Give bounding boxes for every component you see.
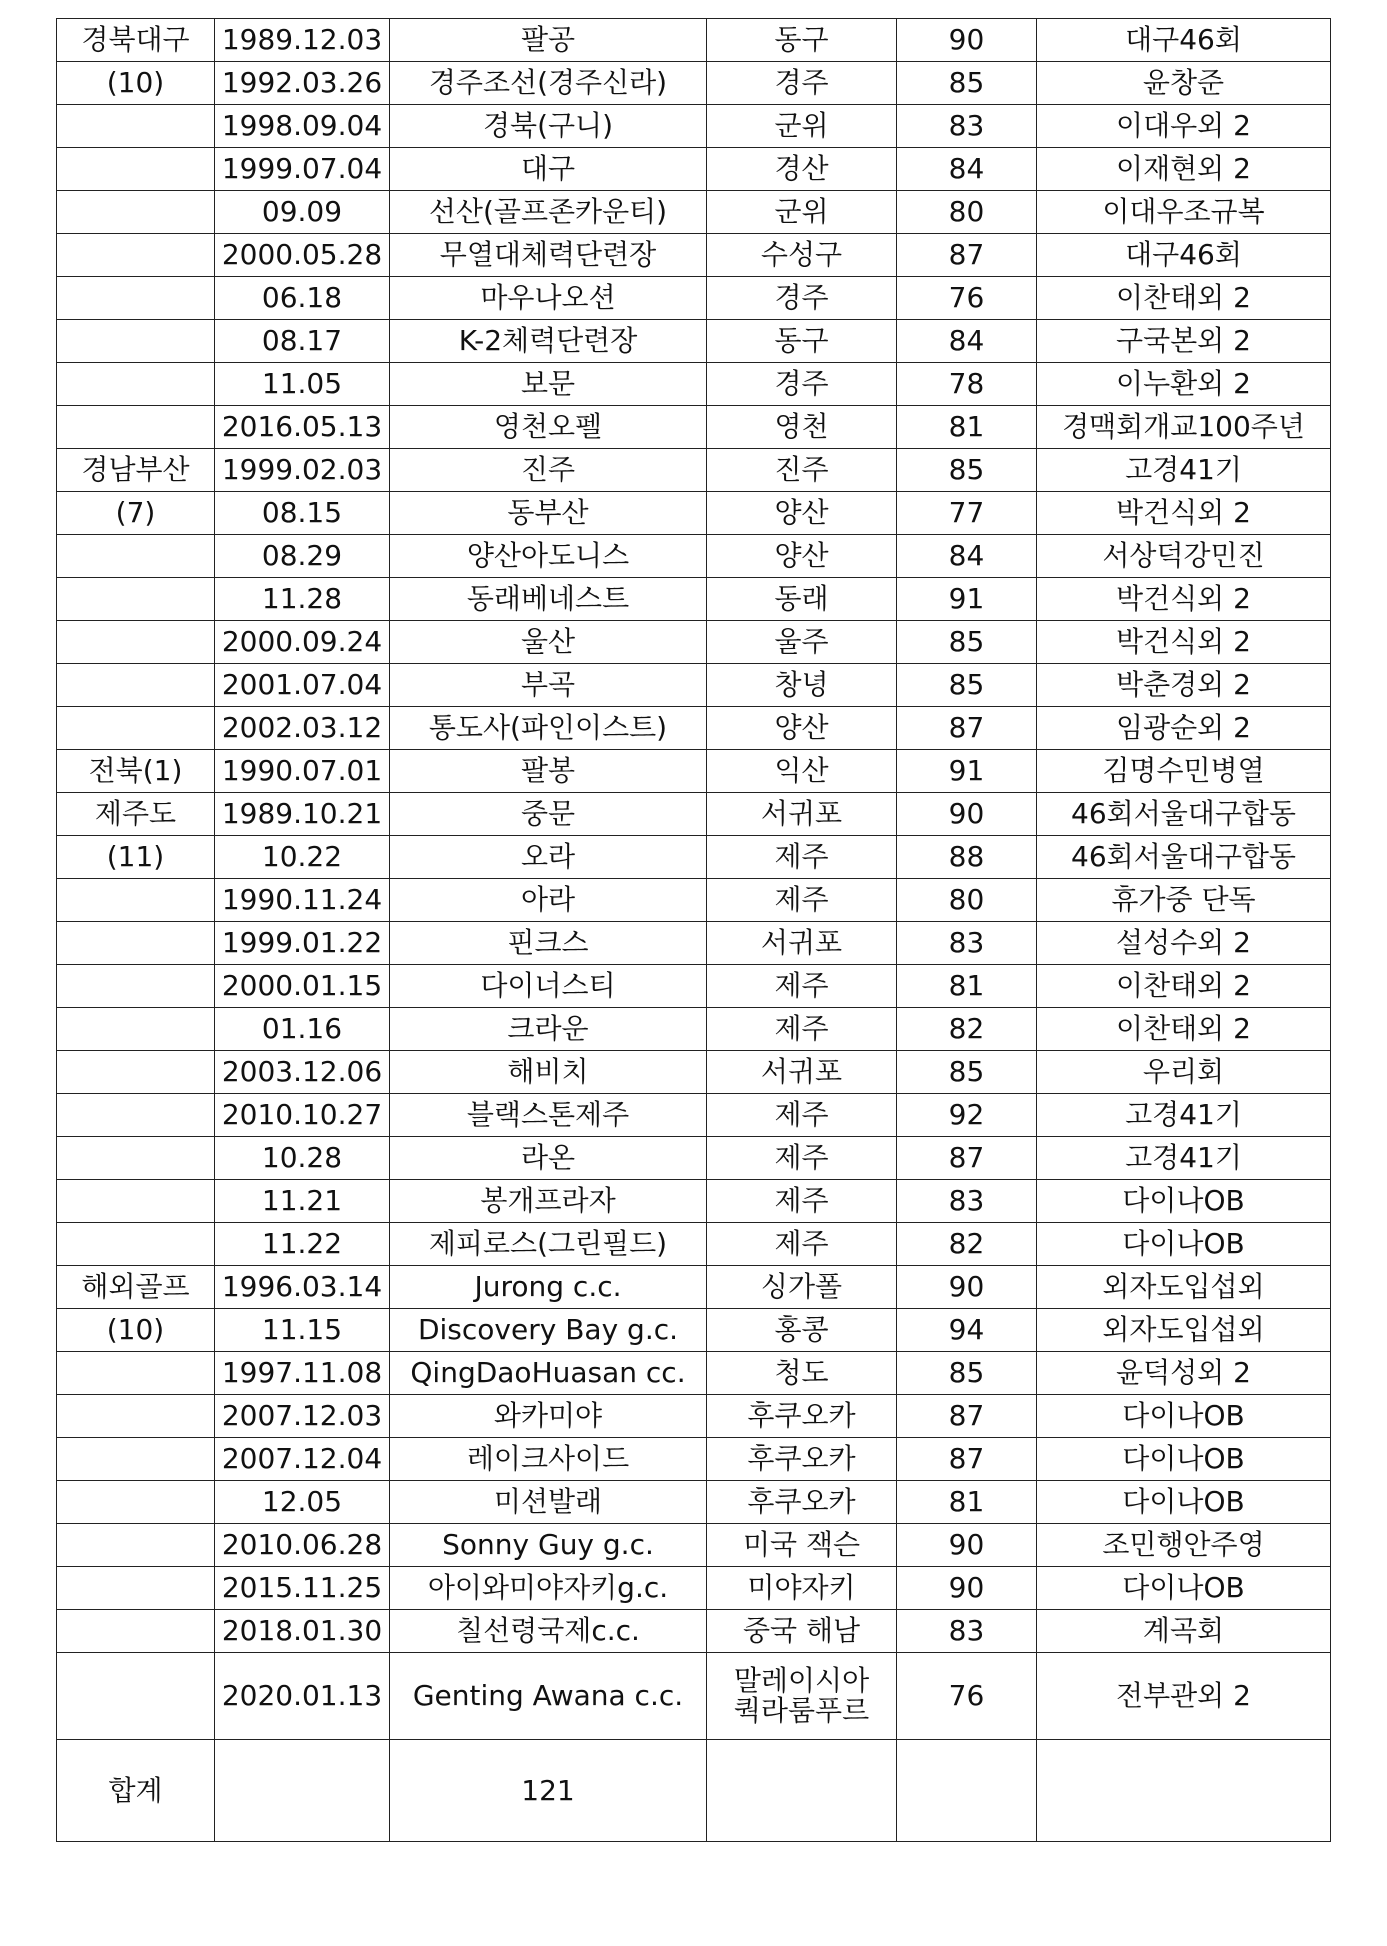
table-row [57,1352,1331,1395]
note-cell: 46회서울대구합동 [1037,836,1331,879]
table-row [57,191,1331,234]
region-cell: 제주도 [57,793,215,836]
score-cell: 88 [897,836,1037,879]
note-cell: 46회서울대구합동 [1037,793,1331,836]
course-cell: 무열대체력단련장 [390,234,707,277]
location-cell: 서귀포 [707,793,897,836]
score-cell: 85 [897,664,1037,707]
region-cell [57,1008,215,1051]
course-cell: 중문 [390,793,707,836]
note-cell: 계곡회 [1037,1610,1331,1653]
table-row [57,1438,1331,1481]
note-cell: 고경41기 [1037,449,1331,492]
location-line-1: 말레이시아 [733,1664,870,1697]
location-cell: 홍콩 [707,1309,897,1352]
table-row [57,62,1331,105]
location-cell: 제주 [707,1180,897,1223]
date-cell: 2020.01.13 [215,1653,390,1740]
score-cell: 84 [897,320,1037,363]
score-cell: 80 [897,879,1037,922]
table-row [57,492,1331,535]
location-cell: 미국 잭슨 [707,1524,897,1567]
course-cell: 크라운 [390,1008,707,1051]
location-cell: 경주 [707,62,897,105]
score-cell: 81 [897,406,1037,449]
region-cell [57,1223,215,1266]
total-count: 121 [390,1740,707,1842]
location-cell: 제주 [707,1223,897,1266]
course-cell: 팔봉 [390,750,707,793]
location-cell [707,1653,897,1740]
location-cell: 양산 [707,535,897,578]
empty-cell [215,1740,390,1842]
date-cell: 06.18 [215,277,390,320]
date-cell: 11.22 [215,1223,390,1266]
note-cell: 외자도입섭외 [1037,1309,1331,1352]
note-cell: 휴가중 단독 [1037,879,1331,922]
note-cell: 고경41기 [1037,1137,1331,1180]
course-cell: QingDaoHuasan cc. [390,1352,707,1395]
region-cell [57,1524,215,1567]
date-cell: 09.09 [215,191,390,234]
course-cell: 대구 [390,148,707,191]
location-cell: 제주 [707,1137,897,1180]
location-cell: 경주 [707,363,897,406]
score-cell: 83 [897,922,1037,965]
score-cell: 87 [897,707,1037,750]
region-cell [57,965,215,1008]
note-cell: 이찬태외 2 [1037,1008,1331,1051]
region-cell [57,535,215,578]
table-row [57,1524,1331,1567]
course-cell: 울산 [390,621,707,664]
score-cell: 87 [897,1395,1037,1438]
date-cell: 2010.10.27 [215,1094,390,1137]
course-cell: 칠선령국제c.c. [390,1610,707,1653]
location-cell: 제주 [707,836,897,879]
score-cell: 84 [897,148,1037,191]
location-cell: 동구 [707,320,897,363]
region-cell: 경북대구 [57,19,215,62]
region-cell [57,1395,215,1438]
table-row [57,922,1331,965]
table-row [57,363,1331,406]
table-row [57,621,1331,664]
location-cell: 제주 [707,1008,897,1051]
date-cell: 1992.03.26 [215,62,390,105]
region-cell [57,1567,215,1610]
location-cell: 수성구 [707,234,897,277]
location-cell: 제주 [707,965,897,1008]
course-cell: 동부산 [390,492,707,535]
date-cell: 2016.05.13 [215,406,390,449]
table-row [57,793,1331,836]
empty-cell [1037,1740,1331,1842]
note-cell: 대구46회 [1037,234,1331,277]
table-row [57,879,1331,922]
location-cell: 군위 [707,191,897,234]
date-cell: 11.05 [215,363,390,406]
location-cell: 창녕 [707,664,897,707]
course-cell: 진주 [390,449,707,492]
course-cell: 블랙스톤제주 [390,1094,707,1137]
course-cell: 선산(골프존카운티) [390,191,707,234]
note-cell: 이찬태외 2 [1037,277,1331,320]
score-cell: 87 [897,1438,1037,1481]
total-label: 합계 [57,1740,215,1842]
course-cell: 레이크사이드 [390,1438,707,1481]
note-cell: 김명수민병열 [1037,750,1331,793]
score-cell: 87 [897,234,1037,277]
course-cell: 오라 [390,836,707,879]
note-cell: 구국본외 2 [1037,320,1331,363]
course-cell: 봉개프라자 [390,1180,707,1223]
region-cell [57,707,215,750]
note-cell: 박건식외 2 [1037,492,1331,535]
course-cell: 아이와미야자키g.c. [390,1567,707,1610]
score-cell: 80 [897,191,1037,234]
date-cell: 1996.03.14 [215,1266,390,1309]
table-row [57,148,1331,191]
region-cell [57,277,215,320]
date-cell: 08.15 [215,492,390,535]
course-cell: 동래베네스트 [390,578,707,621]
location-cell: 영천 [707,406,897,449]
date-cell: 2000.01.15 [215,965,390,1008]
note-cell: 박춘경외 2 [1037,664,1331,707]
course-cell: 와카미야 [390,1395,707,1438]
table-row [57,1309,1331,1352]
course-cell: 경북(구니) [390,105,707,148]
region-cell [57,105,215,148]
region-cell: 해외골프 [57,1266,215,1309]
course-cell: 부곡 [390,664,707,707]
date-cell: 2000.05.28 [215,234,390,277]
date-cell: 01.16 [215,1008,390,1051]
table-row [57,836,1331,879]
table-row [57,105,1331,148]
region-cell [57,148,215,191]
location-cell: 동구 [707,19,897,62]
date-cell: 11.15 [215,1309,390,1352]
region-cell [57,879,215,922]
score-cell: 90 [897,1266,1037,1309]
location-cell: 울주 [707,621,897,664]
location-cell: 동래 [707,578,897,621]
table-row [57,1395,1331,1438]
location-cell: 청도 [707,1352,897,1395]
location-cell: 서귀포 [707,922,897,965]
note-cell: 박건식외 2 [1037,578,1331,621]
date-cell: 1999.07.04 [215,148,390,191]
note-cell: 이재현외 2 [1037,148,1331,191]
date-cell: 1990.07.01 [215,750,390,793]
date-cell: 11.21 [215,1180,390,1223]
course-cell: 통도사(파인이스트) [390,707,707,750]
table-row [57,707,1331,750]
note-cell: 이대우외 2 [1037,105,1331,148]
note-cell: 다이나OB [1037,1395,1331,1438]
score-cell: 83 [897,1180,1037,1223]
date-cell: 2007.12.04 [215,1438,390,1481]
table-row [57,1094,1331,1137]
score-cell: 85 [897,1352,1037,1395]
table-row [57,1008,1331,1051]
score-cell: 81 [897,965,1037,1008]
region-cell [57,191,215,234]
region-cell: (10) [57,1309,215,1352]
region-cell [57,406,215,449]
region-cell [57,1653,215,1740]
course-cell: 다이너스티 [390,965,707,1008]
course-cell: 경주조선(경주신라) [390,62,707,105]
note-cell: 박건식외 2 [1037,621,1331,664]
note-cell: 이찬태외 2 [1037,965,1331,1008]
date-cell: 1999.02.03 [215,449,390,492]
table-row [57,535,1331,578]
course-cell: 해비치 [390,1051,707,1094]
empty-cell [707,1740,897,1842]
score-cell: 87 [897,1137,1037,1180]
note-cell: 조민행안주영 [1037,1524,1331,1567]
region-cell [57,234,215,277]
date-cell: 2010.06.28 [215,1524,390,1567]
date-cell: 1990.11.24 [215,879,390,922]
date-cell: 2000.09.24 [215,621,390,664]
note-cell: 윤창준 [1037,62,1331,105]
location-cell: 익산 [707,750,897,793]
course-cell: Discovery Bay g.c. [390,1309,707,1352]
region-cell [57,1610,215,1653]
location-cell: 미야자키 [707,1567,897,1610]
table-row [57,1266,1331,1309]
table-row [57,1137,1331,1180]
note-cell: 다이나OB [1037,1180,1331,1223]
date-cell: 2003.12.06 [215,1051,390,1094]
location-cell: 군위 [707,105,897,148]
location-cell: 제주 [707,879,897,922]
region-cell [57,1051,215,1094]
date-cell: 08.29 [215,535,390,578]
note-cell: 임광순외 2 [1037,707,1331,750]
date-cell: 1989.12.03 [215,19,390,62]
note-cell: 다이나OB [1037,1438,1331,1481]
table-row [57,1051,1331,1094]
region-cell [57,1481,215,1524]
region-cell: (7) [57,492,215,535]
empty-cell [897,1740,1037,1842]
region-cell: 전북(1) [57,750,215,793]
region-cell [57,664,215,707]
location-cell: 싱가폴 [707,1266,897,1309]
score-cell: 90 [897,19,1037,62]
location-cell: 경산 [707,148,897,191]
course-cell: 핀크스 [390,922,707,965]
date-cell: 1999.01.22 [215,922,390,965]
table-row [57,234,1331,277]
score-cell: 83 [897,1610,1037,1653]
date-cell: 2015.11.25 [215,1567,390,1610]
location-cell: 양산 [707,492,897,535]
table-row [57,1567,1331,1610]
golf-course-record-table [56,18,1331,1842]
score-cell: 83 [897,105,1037,148]
date-cell: 08.17 [215,320,390,363]
note-cell: 우리회 [1037,1051,1331,1094]
location-cell: 후쿠오카 [707,1438,897,1481]
date-cell: 1989.10.21 [215,793,390,836]
score-cell: 94 [897,1309,1037,1352]
note-cell: 서상덕강민진 [1037,535,1331,578]
course-cell: 제피로스(그린필드) [390,1223,707,1266]
location-cell: 양산 [707,707,897,750]
table-row [57,277,1331,320]
table-row [57,1653,1331,1740]
score-cell: 82 [897,1008,1037,1051]
note-cell: 다이나OB [1037,1567,1331,1610]
table-row [57,449,1331,492]
date-cell: 2018.01.30 [215,1610,390,1653]
region-cell [57,1094,215,1137]
score-cell: 92 [897,1094,1037,1137]
date-cell: 12.05 [215,1481,390,1524]
course-cell: 보문 [390,363,707,406]
region-cell: (11) [57,836,215,879]
table-row [57,1180,1331,1223]
region-cell [57,621,215,664]
note-cell: 경맥회개교100주년 [1037,406,1331,449]
course-cell: Genting Awana c.c. [390,1653,707,1740]
note-cell: 대구46회 [1037,19,1331,62]
location-line-2: 쿽라룸푸르 [733,1694,870,1727]
note-cell: 설성수외 2 [1037,922,1331,965]
course-cell: K-2체력단련장 [390,320,707,363]
score-cell: 85 [897,449,1037,492]
score-cell: 77 [897,492,1037,535]
region-cell [57,578,215,621]
region-cell [57,1438,215,1481]
date-cell: 10.28 [215,1137,390,1180]
score-cell: 90 [897,793,1037,836]
score-cell: 91 [897,578,1037,621]
note-cell: 윤덕성외 2 [1037,1352,1331,1395]
region-cell [57,922,215,965]
date-cell: 11.28 [215,578,390,621]
region-cell [57,363,215,406]
course-cell: Jurong c.c. [390,1266,707,1309]
table-row [57,750,1331,793]
date-cell: 2007.12.03 [215,1395,390,1438]
location-cell: 제주 [707,1094,897,1137]
course-cell: 라온 [390,1137,707,1180]
note-cell: 고경41기 [1037,1094,1331,1137]
location-cell: 후쿠오카 [707,1395,897,1438]
region-cell [57,1180,215,1223]
table-row [57,965,1331,1008]
score-cell: 81 [897,1481,1037,1524]
date-cell: 1997.11.08 [215,1352,390,1395]
table-row [57,578,1331,621]
score-cell: 91 [897,750,1037,793]
table-row [57,1610,1331,1653]
region-cell [57,1352,215,1395]
table-row [57,1223,1331,1266]
note-cell: 다이나OB [1037,1481,1331,1524]
note-cell: 이누환외 2 [1037,363,1331,406]
date-cell: 1998.09.04 [215,105,390,148]
location-cell: 중국 해남 [707,1610,897,1653]
location-cell: 진주 [707,449,897,492]
table-row [57,19,1331,62]
region-cell [57,320,215,363]
score-cell: 76 [897,277,1037,320]
score-cell: 90 [897,1524,1037,1567]
date-cell: 2001.07.04 [215,664,390,707]
table-row [57,406,1331,449]
score-cell: 85 [897,621,1037,664]
table-row [57,1481,1331,1524]
region-cell [57,1137,215,1180]
region-cell: 경남부산 [57,449,215,492]
location-cell: 후쿠오카 [707,1481,897,1524]
score-cell: 82 [897,1223,1037,1266]
score-cell: 85 [897,62,1037,105]
date-cell: 10.22 [215,836,390,879]
note-cell: 이대우조규복 [1037,191,1331,234]
note-cell: 다이나OB [1037,1223,1331,1266]
score-cell: 76 [897,1653,1037,1740]
note-cell: 외자도입섭외 [1037,1266,1331,1309]
course-cell: 마우나오션 [390,277,707,320]
score-cell: 90 [897,1567,1037,1610]
course-cell: Sonny Guy g.c. [390,1524,707,1567]
course-cell: 팔공 [390,19,707,62]
score-cell: 85 [897,1051,1037,1094]
location-cell: 서귀포 [707,1051,897,1094]
table-row [57,320,1331,363]
course-cell: 아라 [390,879,707,922]
total-row [57,1740,1331,1842]
score-cell: 84 [897,535,1037,578]
course-cell: 양산아도니스 [390,535,707,578]
course-cell: 영천오펠 [390,406,707,449]
course-cell: 미션발래 [390,1481,707,1524]
table-body [57,19,1331,1842]
score-cell: 78 [897,363,1037,406]
date-cell: 2002.03.12 [215,707,390,750]
table-row [57,664,1331,707]
region-cell: (10) [57,62,215,105]
location-cell: 경주 [707,277,897,320]
note-cell: 전부관외 2 [1037,1653,1331,1740]
